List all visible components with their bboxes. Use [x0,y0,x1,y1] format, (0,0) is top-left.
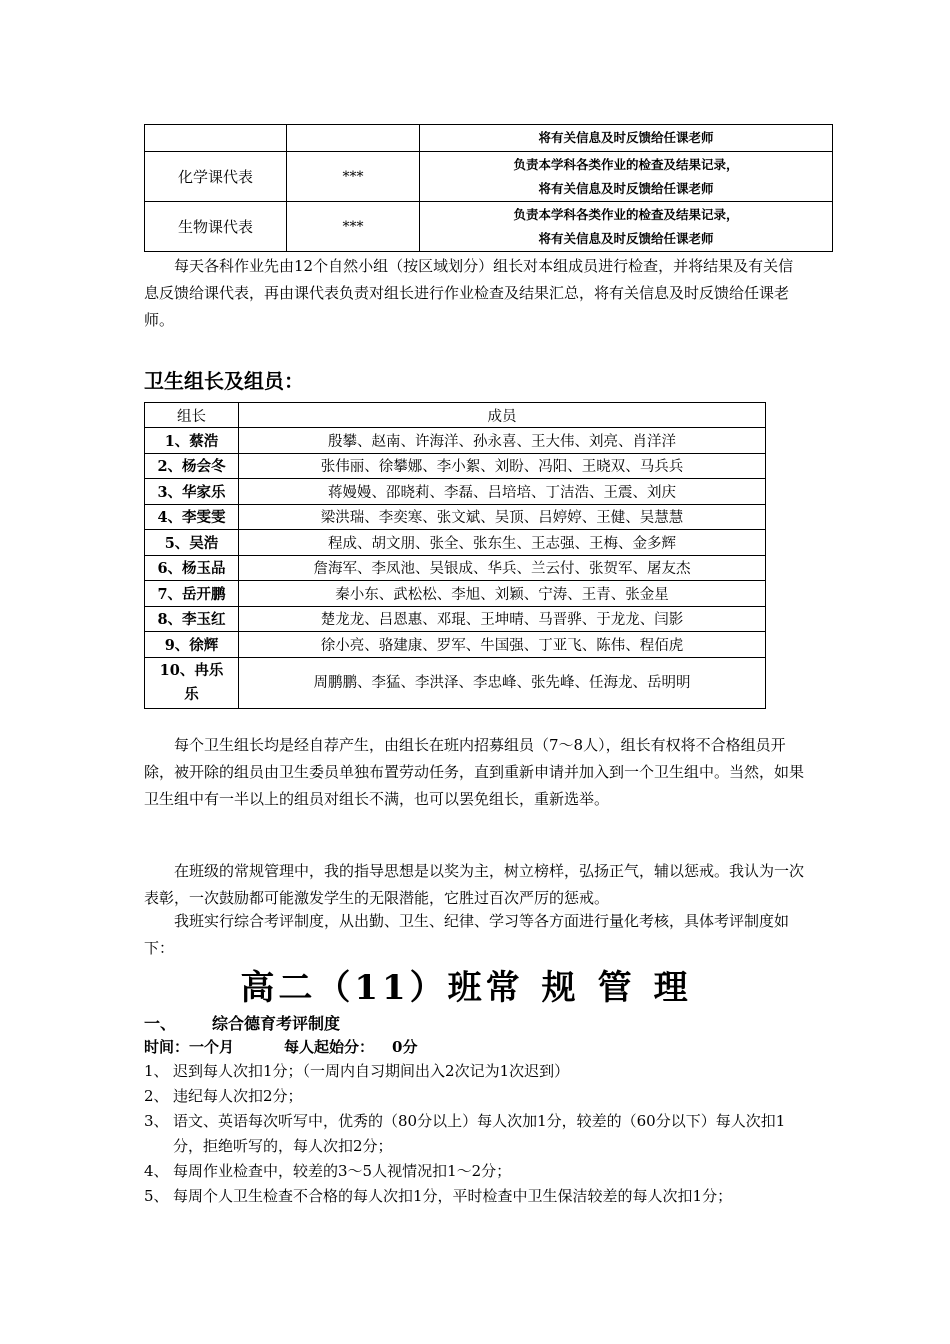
rule-item [144,1184,810,1209]
members-cell: 楚龙龙、吕恩惠、邓琨、王坤晴、马晋骅、于龙龙、闫影 [239,606,766,632]
hygiene-group-table [144,402,766,709]
leader-cell: 1、蔡浩 [145,428,239,454]
rep-cell: *** [287,152,420,202]
duty-cell [420,125,833,152]
members-cell: 蒋嫚嫚、邵晓莉、李磊、吕培培、丁洁浩、王震、刘庆 [239,479,766,505]
rule-text: 每周作业检查中，较差的3～5人视情况扣1～2分； [173,1162,512,1180]
subject-cell [145,125,287,152]
rule-number: 3、 [144,1112,169,1130]
duty-cell [420,152,833,202]
table-row [145,428,766,454]
title-class: 高二（11）班 [240,968,486,1008]
leader-cell: 2、杨会冬 [145,453,239,479]
duty-line: 将有关信息及时反馈给任课老师 [538,230,714,246]
leader-line: 10、冉乐 [159,661,224,679]
table-row [145,504,766,530]
group-leader-paragraph: 每个卫生组长均是经自荐产生，由组长在班内招募组员（7～8人），组长有权将不合格组员开除，被开除的组员由卫生委员单独布置劳动任务，直到重新申请并加入到一个卫生组中。当然，如果卫生组中有一半以上的组员对组长不满，也可以罢免组长，重新选举。 [144,736,805,808]
time-label: 时间：一个月 [144,1038,235,1056]
leader-cell: 4、李雯雯 [145,504,239,530]
leader-cell: 8、李玉红 [145,606,239,632]
rule-number: 5、 [144,1187,169,1205]
members-cell: 殷攀、赵南、许海洋、孙永喜、王大伟、刘亮、肖洋洋 [239,428,766,454]
members-cell: 张伟丽、徐攀娜、李小絮、刘盼、冯阳、王晓双、马兵兵 [239,453,766,479]
evaluation-intro-paragraph: 我班实行综合考评制度，从出勤、卫生、纪律、学习等各方面进行量化考核，具体考评制度如下： [144,912,790,957]
table-row [145,202,833,252]
leader-cell: 5、吴浩 [145,530,239,556]
table-row [145,479,766,505]
table-row [145,530,766,556]
rule-number: 2、 [144,1087,169,1105]
rep-cell: *** [287,202,420,252]
title-management: 常规管理 [485,968,710,1008]
hygiene-heading: 卫生组长及组员： [144,369,304,393]
main-title [0,960,950,1009]
duty-cell [420,202,833,252]
members-header: 成员 [239,403,766,428]
table-row [145,581,766,607]
table-header-row [145,403,766,428]
rule-item [144,1059,810,1084]
table-row [145,152,833,202]
duty-line: 将有关信息及时反馈给任课老师 [538,180,714,196]
table-row [145,453,766,479]
section-title: 综合德育考评制度 [212,1014,341,1033]
leader-cell: 6、杨玉品 [145,555,239,581]
subject-cell: 生物课代表 [145,202,287,252]
rule-item [144,1159,810,1184]
table-row [145,555,766,581]
rep-cell [287,125,420,152]
rule-text: 违纪每人次扣2分； [173,1087,303,1105]
rule-text: 语文、英语每次听写中，优秀的（80分以上）每人次加1分，较差的（60分以下）每人次扣1分，拒绝听写的，每人次扣2分； [173,1112,786,1155]
rule-number: 4、 [144,1162,169,1180]
leader-cell: 9、徐辉 [145,632,239,658]
evaluation-meta [144,1036,417,1057]
leader-cell: 7、岳开鹏 [145,581,239,607]
section-heading [144,1011,340,1034]
score-value: 0分 [392,1038,418,1056]
section-number: 一、 [144,1014,177,1033]
rule-item [144,1109,810,1159]
rule-text: 每周个人卫生检查不合格的每人次扣1分，平时检查中卫生保洁较差的每人次扣1分； [173,1187,733,1205]
members-cell: 梁洪瑞、李奕寒、张文斌、吴顶、吕婷婷、王健、吴慧慧 [239,504,766,530]
table-row [145,657,766,708]
duty-line: 负责本学科各类作业的检查及结果记录， [513,156,739,172]
leader-line: 乐 [184,685,199,703]
management-philosophy-paragraph: 在班级的常规管理中，我的指导思想是以奖为主，树立榜样，弘扬正气，辅以惩戒。我认为一次表彰，一次鼓励都可能激发学生的无限潜能，它胜过百次严厉的惩戒。 [144,862,805,907]
members-cell: 周鹏鹏、李猛、李洪泽、李忠峰、张先峰、任海龙、岳明明 [239,657,766,708]
members-cell: 詹海军、李凤池、吴银成、华兵、兰云付、张贺军、屠友杰 [239,555,766,581]
leader-header: 组长 [145,403,239,428]
duty-line: 将有关信息及时反馈给任课老师 [538,130,714,145]
subject-cell: 化学课代表 [145,152,287,202]
members-cell: 秦小东、武松松、李旭、刘颖、宁涛、王青、张金星 [239,581,766,607]
score-label: 每人起始分： [284,1038,375,1056]
leader-cell: 3、华家乐 [145,479,239,505]
leader-cell [145,657,239,708]
members-cell: 程成、胡文朋、张全、张东生、王志强、王梅、金多辉 [239,530,766,556]
rule-text: 迟到每人次扣1分；（一周内自习期间出入2次记为1次迟到） [173,1062,570,1080]
members-cell: 徐小亮、骆建康、罗军、牛国强、丁亚飞、陈伟、程佰虎 [239,632,766,658]
table-row [145,125,833,152]
table-row [145,632,766,658]
duty-line: 负责本学科各类作业的检查及结果记录， [513,206,739,222]
rule-number: 1、 [144,1062,169,1080]
table-row [145,606,766,632]
subject-rep-table [144,124,833,252]
rule-item [144,1084,810,1109]
homework-check-paragraph: 每天各科作业先由12个自然小组（按区域划分）组长对本组成员进行检查，并将结果及有关信息反馈给课代表，再由课代表负责对组长进行作业检查及结果汇总，将有关信息及时反馈给任课老师。 [144,257,794,329]
